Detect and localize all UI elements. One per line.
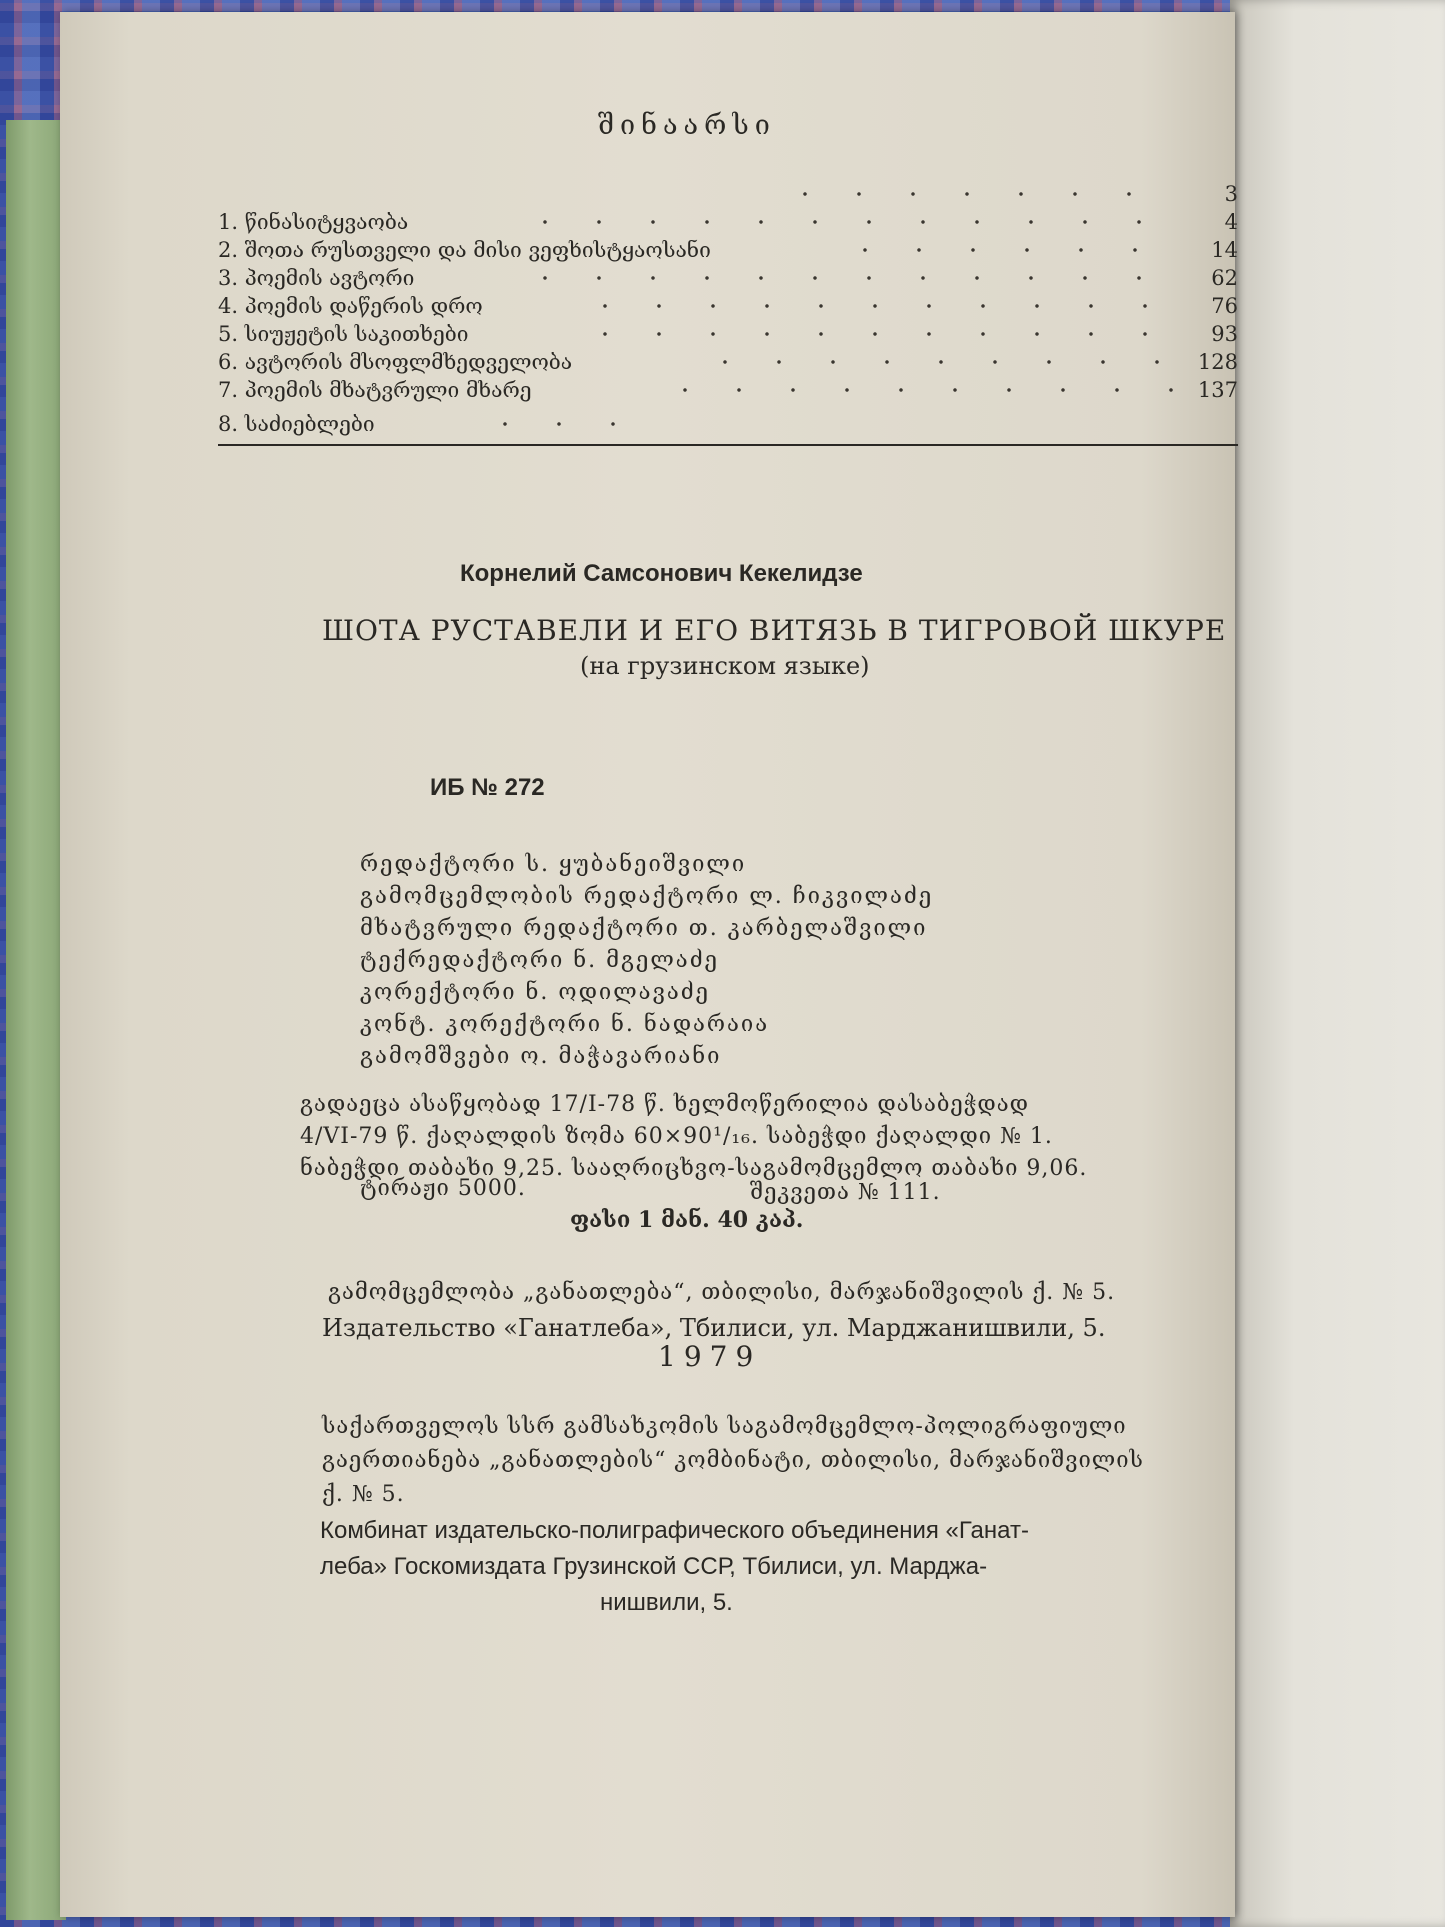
toc-row — [218, 412, 1238, 440]
leader-dots — [838, 248, 1178, 252]
toc-item-page: 93 — [1211, 322, 1238, 346]
leader-dots — [578, 332, 1178, 336]
toc-item-label: 8. საძიებლები — [218, 412, 375, 436]
toc-row — [218, 294, 1238, 322]
author-name: Корнелий Самсонович Кекелидзе — [460, 560, 863, 587]
facing-page — [1230, 0, 1445, 1927]
toc-item-label: 6. ავტორის მსოფლმხედველობა — [218, 350, 573, 374]
toc-row — [218, 350, 1238, 378]
toc-item-page: 3 — [1224, 182, 1238, 206]
toc-row — [218, 238, 1238, 266]
toc-item-label: 2. შოთა რუსთველი და მისი ვეფხისტყაოსანი — [218, 238, 711, 262]
printer-georgian-line: ქ. № 5. — [322, 1482, 405, 1507]
toc-row — [218, 266, 1238, 294]
language-note: (на грузинском языке) — [580, 652, 870, 680]
price: ფასი 1 მან. 40 კაპ. — [570, 1207, 804, 1233]
leader-dots — [658, 388, 1178, 392]
toc-bottom-rule — [218, 444, 1238, 446]
order-number: შეკვეთა № 111. — [750, 1180, 941, 1205]
toc-item-page: 14 — [1211, 238, 1238, 262]
leader-dots — [518, 220, 1178, 224]
toc-item-page: 76 — [1211, 294, 1238, 318]
publication-year: 1979 — [658, 1340, 762, 1373]
toc-row — [218, 182, 1238, 210]
toc-item-page: 128 — [1197, 350, 1238, 374]
book-cover-edge — [6, 120, 66, 1920]
ib-number: ИБ № 272 — [430, 774, 545, 801]
publisher-russian: Издательство «Ганатлеба», Тбилиси, ул. Марджанишвили, 5. — [322, 1314, 1106, 1342]
toc-row — [218, 322, 1238, 350]
credit-line: კორექტორი ნ. ოდილავაძე — [360, 980, 710, 1005]
credit-line: ტექრედაქტორი ნ. მგელაძე — [360, 948, 719, 973]
printer-russian-line: леба» Госкомиздата Грузинской ССР, Тбилиси, ул. Марджа- — [320, 1553, 988, 1580]
leader-dots — [518, 276, 1178, 280]
credit-line: მხატვრული რედაქტორი თ. კარბელაშვილი — [360, 916, 928, 941]
toc-row — [218, 210, 1238, 238]
leader-dots — [478, 422, 658, 426]
printer-russian-line: нишвили, 5. — [600, 1589, 733, 1616]
credit-line: კონტ. კორექტორი ნ. ნადარაია — [360, 1012, 770, 1037]
imprint-line: 4/VI-79 წ. ქაღალდის ზომა 60×90¹/₁₆. საბეჭდი ქაღალდი № 1. — [300, 1124, 1053, 1149]
toc-title: შინაარსი — [598, 110, 776, 141]
leader-dots — [778, 192, 1178, 196]
toc-item-page: 4 — [1224, 210, 1238, 234]
toc-item-label: 1. წინასიტყვაობა — [218, 210, 409, 234]
credit-line: გამომშვები ო. მაჭავარიანი — [360, 1044, 722, 1069]
toc-item-label: 7. პოემის მხატვრული მხარე — [218, 378, 532, 402]
book-title: ШОТА РУСТАВЕЛИ И ЕГО ВИТЯЗЬ В ТИГРОВОЙ ШКУРЕ — [322, 614, 1227, 647]
toc-row — [218, 378, 1238, 406]
toc-item-label: 5. სიუჟეტის საკითხები — [218, 322, 469, 346]
credit-line: გამომცემლობის რედაქტორი ლ. ჩიკვილაძე — [360, 884, 934, 909]
toc-item-page: 62 — [1211, 266, 1238, 290]
toc-item-label: 3. პოემის ავტორი — [218, 266, 415, 290]
imprint-line: გადაეცა ასაწყობად 17/I-78 წ. ხელმოწერილია დასაბეჭდად — [300, 1092, 1029, 1117]
printer-russian-line: Комбинат издательско-полиграфического объединения «Ганат- — [320, 1517, 1029, 1544]
toc-item-label: 4. პოემის დაწერის დრო — [218, 294, 483, 318]
credit-line: რედაქტორი ს. ყუბანეიშვილი — [360, 852, 747, 877]
printer-georgian-line: გაერთიანება „განათლების“ კომბინატი, თბილისი, მარჯანიშვილის — [322, 1448, 1144, 1473]
leader-dots — [698, 360, 1178, 364]
printer-georgian-line: საქართველოს სსრ გამსახკომის საგამომცემლო-პოლიგრაფიული — [322, 1414, 1127, 1439]
imprint-line: ტირაჟი 5000. — [360, 1176, 526, 1201]
imprint-line: ნაბეჭდი თაბახი 9,25. სააღრიცხვო-საგამომცემლო თაბახი 9,06. — [300, 1156, 1088, 1181]
publisher-georgian: გამომცემლობა „განათლება“, თბილისი, მარჯანიშვილის ქ. № 5. — [328, 1280, 1116, 1305]
book-page — [60, 12, 1238, 1917]
toc-item-page: 137 — [1197, 378, 1238, 402]
leader-dots — [578, 304, 1178, 308]
